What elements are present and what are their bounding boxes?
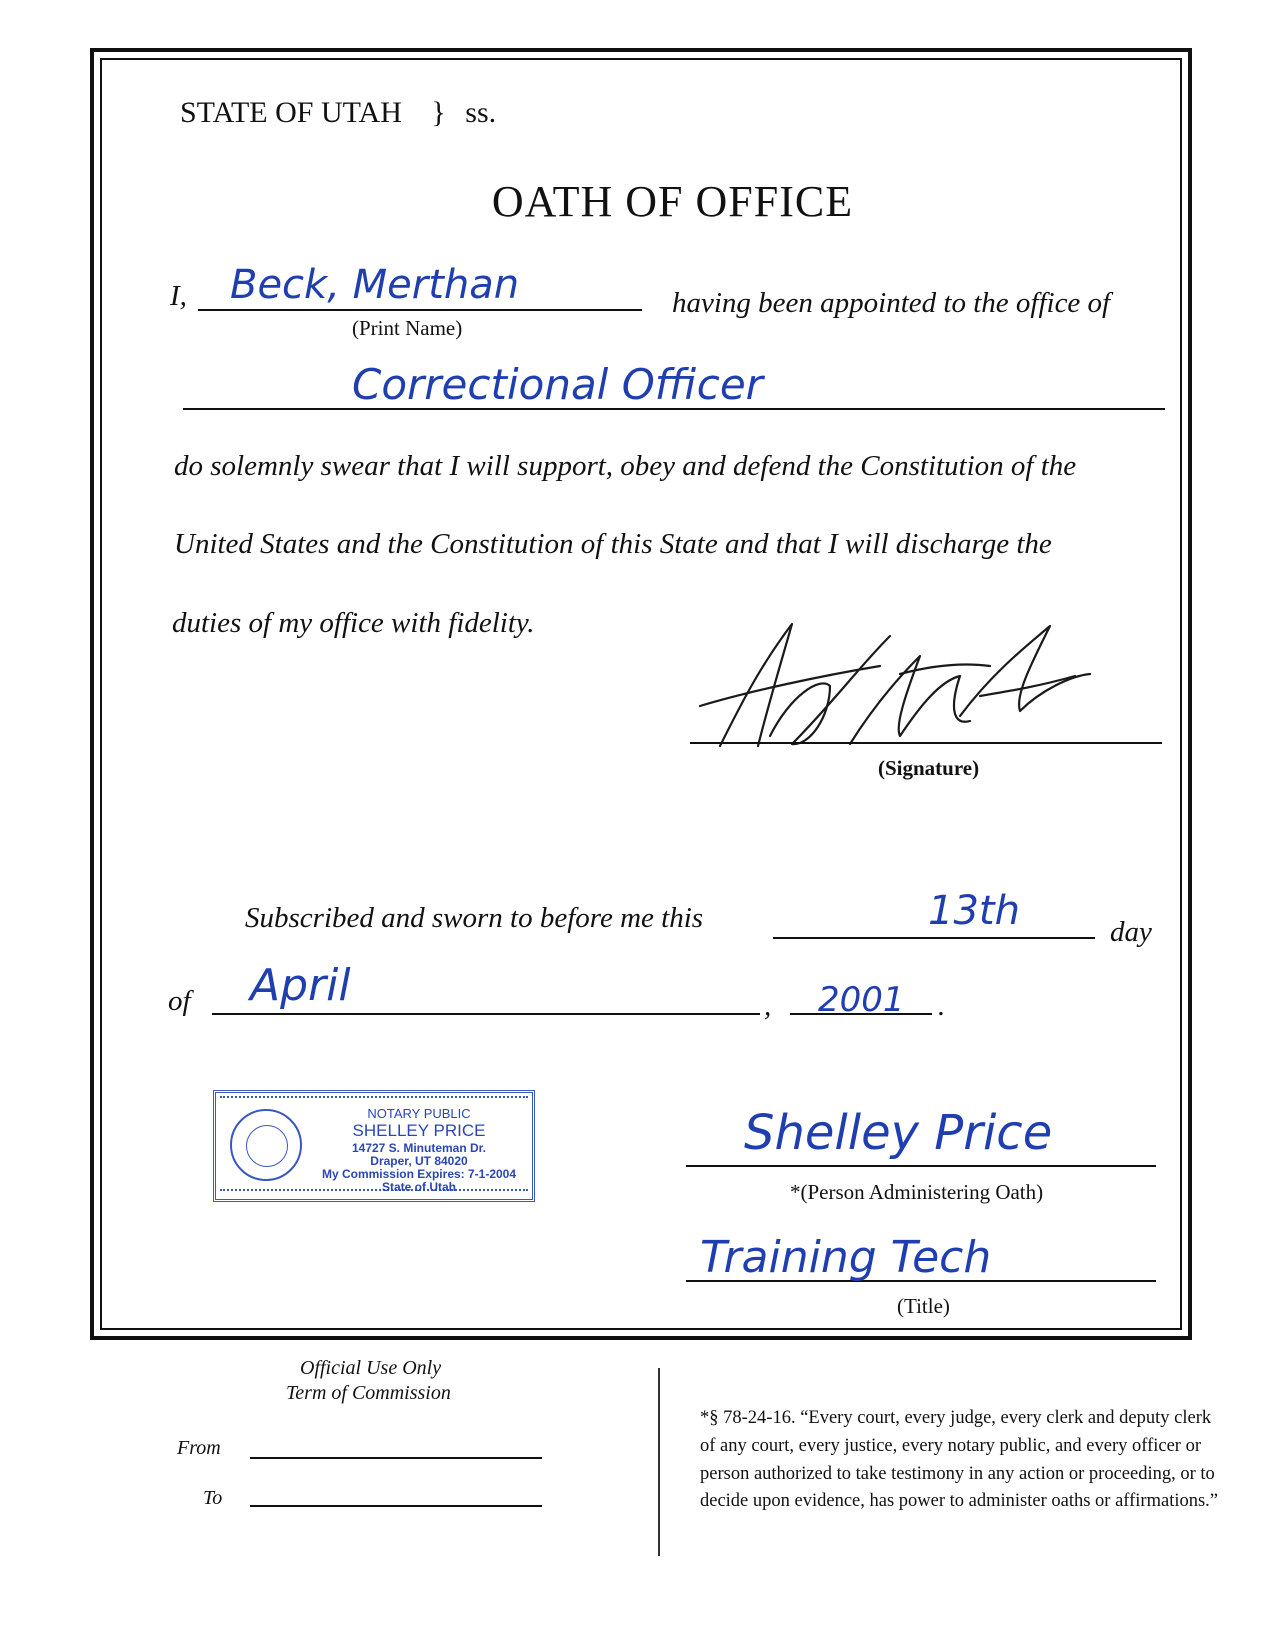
term-of-commission-label: Term of Commission [286, 1382, 451, 1404]
notary-stamp [213, 1090, 535, 1202]
day-line[interactable] [773, 937, 1095, 939]
signature-line[interactable] [690, 742, 1162, 744]
official-use-label: Official Use Only [300, 1357, 442, 1379]
i-label: I, [170, 280, 187, 312]
administrator-signature-line[interactable] [686, 1165, 1156, 1167]
signature-caption: (Signature) [878, 756, 980, 780]
handwritten-name: Beck, Merthan [230, 262, 520, 308]
oath-body-line-2: United States and the Constitution of this State and that I will discharge the [174, 528, 1052, 560]
handwritten-office: Correctional Officer [352, 360, 763, 409]
venue-state: STATE OF UTAH [180, 96, 402, 129]
stamp-line-5: My Commission Expires: 7-1-2004 [321, 1167, 517, 1181]
administrator-caption: *(Person Administering Oath) [790, 1180, 1044, 1204]
month-line[interactable] [212, 1013, 760, 1015]
of-label: of [168, 985, 191, 1017]
handwritten-day: 13th [928, 888, 1020, 934]
period-mark: . [938, 990, 946, 1022]
venue-heading [180, 96, 496, 130]
stamp-border-top [220, 1096, 528, 1103]
appointed-text: having been appointed to the office of [672, 287, 1111, 319]
handwritten-title: Training Tech [700, 1232, 992, 1283]
oath-body-line-1: do solemnly swear that I will support, obey and defend the Constitution of the [174, 450, 1077, 482]
stamp-line-2: SHELLEY PRICE [352, 1121, 486, 1140]
state-seal-icon [230, 1109, 302, 1181]
handwritten-year: 2001 [818, 980, 905, 1020]
print-name-caption: (Print Name) [352, 316, 463, 340]
stamp-line-1: NOTARY PUBLIC [367, 1106, 471, 1121]
oath-body-line-3: duties of my office with fidelity. [172, 607, 535, 639]
venue-brace: } [431, 96, 446, 129]
title-caption: (Title) [897, 1294, 950, 1318]
stamp-line-4: Draper, UT 84020 [370, 1154, 468, 1168]
to-label: To [203, 1487, 223, 1509]
from-label: From [177, 1437, 221, 1459]
day-label: day [1110, 916, 1152, 948]
stamp-line-3: 14727 S. Minuteman Dr. [351, 1141, 487, 1155]
oath-signature [680, 596, 1100, 766]
footer-divider [658, 1368, 660, 1556]
venue-ss: ss. [465, 96, 497, 129]
name-line[interactable] [198, 309, 642, 311]
statute-text: *§ 78-24-16. “Every court, every judge, every clerk and deputy clerk of any court, every justice, every notary public, and every officer or person authorized to take testimony in any action or proceeding, or to decide upon evidence, has power to administer oaths or affirmations.” [700, 1408, 1219, 1512]
handwritten-administrator: Shelley Price [744, 1105, 1053, 1161]
document-title: OATH OF OFFICE [491, 177, 854, 226]
comma-mark: , [764, 990, 772, 1022]
from-line[interactable] [250, 1457, 542, 1459]
to-line[interactable] [250, 1505, 542, 1507]
stamp-line-6: State of Utah [381, 1180, 456, 1194]
subscribed-text: Subscribed and sworn to before me this [245, 902, 704, 934]
handwritten-month: April [250, 960, 351, 1011]
